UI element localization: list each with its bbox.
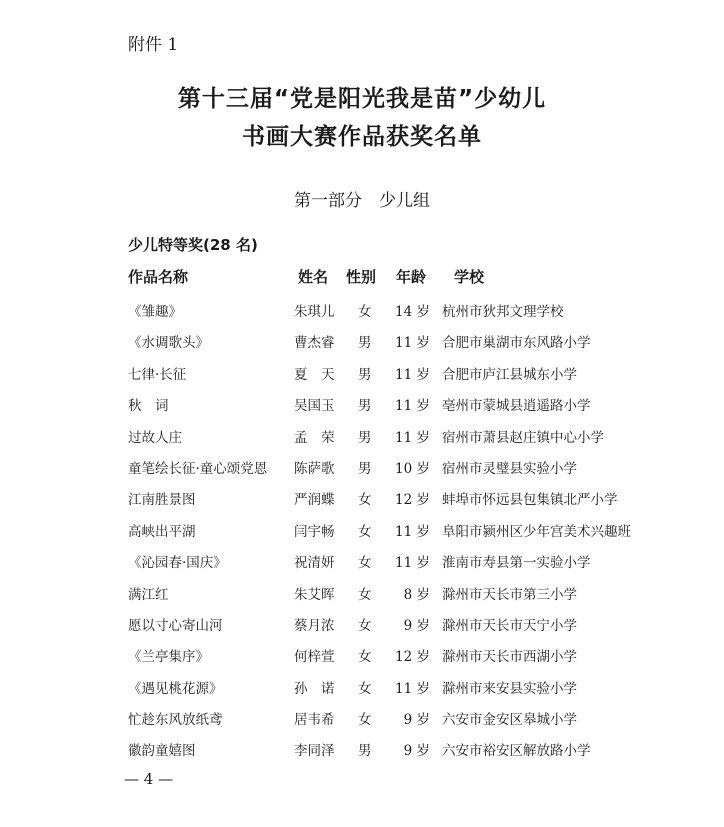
cell-name: 曹杰睿	[294, 335, 335, 352]
table-row	[0, 323, 724, 354]
table-row	[0, 669, 724, 700]
cell-age: 11 岁	[395, 366, 430, 383]
cell-school: 蚌埠市怀远县包集镇北严小学	[442, 492, 618, 509]
cell-age: 11 岁	[395, 680, 430, 697]
cell-work: 《沁园春·国庆》	[128, 555, 227, 572]
cell-name: 朱艾晖	[294, 586, 335, 603]
cell-school: 杭州市狄邦文理学校	[442, 304, 564, 320]
table-row	[0, 575, 724, 606]
cell-work: 徽韵童嬉图	[128, 743, 196, 760]
cell-name: 孙 诺	[294, 680, 335, 697]
cell-gender: 女	[358, 586, 372, 603]
cell-name: 蔡月浓	[294, 617, 335, 634]
cell-school: 宿州市灵璧县实验小学	[442, 460, 577, 477]
cell-work: 过故人庄	[128, 429, 182, 446]
cell-age: 12 岁	[395, 649, 430, 666]
table-row	[0, 512, 724, 543]
cell-work: 《遇见桃花源》	[128, 680, 223, 697]
cell-gender: 女	[358, 680, 372, 697]
cell-work: 忙趁东风放纸鸢	[128, 712, 223, 729]
cell-school: 亳州市蒙城县逍遥路小学	[442, 398, 591, 415]
cell-gender: 女	[358, 492, 372, 509]
page-number: — 4 —	[124, 770, 174, 788]
cell-gender: 女	[358, 617, 372, 634]
table-row	[0, 480, 724, 511]
cell-work: 满江红	[128, 586, 169, 603]
cell-gender: 女	[358, 712, 372, 729]
cell-work: 秋 词	[128, 398, 169, 415]
cell-name: 吴国玉	[294, 398, 335, 415]
cell-name: 陈萨歌	[294, 460, 335, 477]
cell-work: 愿以寸心寄山河	[128, 617, 223, 634]
table-row	[0, 637, 724, 668]
cell-school: 滁州市来安县实验小学	[442, 680, 577, 697]
cell-name: 何梓萱	[294, 649, 335, 666]
header-work: 作品名称	[128, 268, 189, 286]
table-row	[0, 700, 724, 731]
cell-gender: 男	[358, 398, 372, 415]
cell-work: 《雏趣》	[128, 304, 182, 320]
cell-age: 11 岁	[395, 335, 430, 352]
cell-gender: 男	[358, 335, 372, 352]
cell-gender: 女	[358, 304, 372, 320]
table-row	[0, 386, 724, 417]
cell-gender: 女	[358, 523, 372, 540]
cell-school: 六安市金安区皋城小学	[442, 712, 577, 729]
header-name: 姓名	[298, 268, 329, 286]
table-row	[0, 731, 724, 762]
cell-school: 合肥市巢湖市东风路小学	[442, 335, 591, 352]
cell-name: 严润蝶	[294, 492, 335, 509]
header-school: 学校	[454, 268, 485, 286]
table-row	[0, 355, 724, 386]
cell-gender: 女	[358, 649, 372, 666]
table-row	[0, 449, 724, 480]
cell-age: 9 岁	[403, 743, 430, 760]
cell-gender: 男	[358, 366, 372, 383]
cell-name: 夏 天	[294, 366, 335, 383]
cell-gender: 女	[358, 555, 372, 572]
table-row	[0, 292, 724, 323]
header-age: 年龄	[396, 268, 427, 286]
cell-name: 祝清妍	[294, 555, 335, 572]
cell-work: 七律·长征	[128, 366, 187, 383]
cell-school: 滁州市天长市第三小学	[442, 586, 577, 603]
cell-work: 江南胜景图	[128, 492, 196, 509]
cell-school: 滁州市天长市西湖小学	[442, 649, 577, 666]
document-title-line1: 第十三届“党是阳光我是苗”少幼儿	[177, 86, 547, 112]
attachment-label: 附件 1	[128, 35, 179, 55]
cell-age: 14 岁	[395, 304, 430, 320]
cell-work: 高峡出平湖	[128, 523, 196, 540]
cell-gender: 男	[358, 743, 372, 760]
cell-name: 李同泽	[294, 743, 335, 760]
table-row	[0, 543, 724, 574]
cell-school: 阜阳市颍州区少年宫美术兴趣班	[442, 523, 631, 540]
cell-work: 《兰亭集序》	[128, 649, 209, 666]
header-gender: 性别	[346, 268, 377, 286]
cell-age: 11 岁	[395, 398, 430, 415]
award-title: 少儿特等奖(28 名)	[128, 236, 258, 254]
cell-gender: 男	[358, 429, 372, 446]
cell-age: 9 岁	[403, 617, 430, 634]
cell-gender: 男	[358, 460, 372, 477]
cell-school: 宿州市萧县赵庄镇中心小学	[442, 429, 604, 446]
cell-name: 闫宇畅	[294, 523, 335, 540]
cell-school: 淮南市寿县第一实验小学	[442, 555, 591, 572]
cell-school: 六安市裕安区解放路小学	[442, 743, 591, 760]
table-row	[0, 606, 724, 637]
cell-school: 合肥市庐江县城东小学	[442, 366, 577, 383]
award-table-body	[0, 292, 724, 763]
cell-school: 滁州市天长市天宁小学	[442, 617, 577, 634]
cell-age: 12 岁	[395, 492, 430, 509]
cell-name: 孟 荣	[294, 429, 335, 446]
document-title-line2: 书画大赛作品获奖名单	[242, 124, 482, 150]
cell-age: 10 岁	[395, 460, 430, 477]
cell-age: 11 岁	[395, 523, 430, 540]
cell-name: 居韦希	[294, 712, 335, 729]
table-row	[0, 418, 724, 449]
cell-work: 童笔绘长征·童心颂党恩	[128, 460, 268, 477]
cell-age: 9 岁	[403, 712, 430, 729]
cell-age: 11 岁	[395, 555, 430, 572]
section-title: 第一部分 少儿组	[294, 191, 430, 211]
cell-name: 朱琪儿	[294, 304, 335, 320]
cell-age: 11 岁	[395, 429, 430, 446]
cell-age: 8 岁	[403, 586, 430, 603]
cell-work: 《水调歌头》	[128, 335, 209, 352]
